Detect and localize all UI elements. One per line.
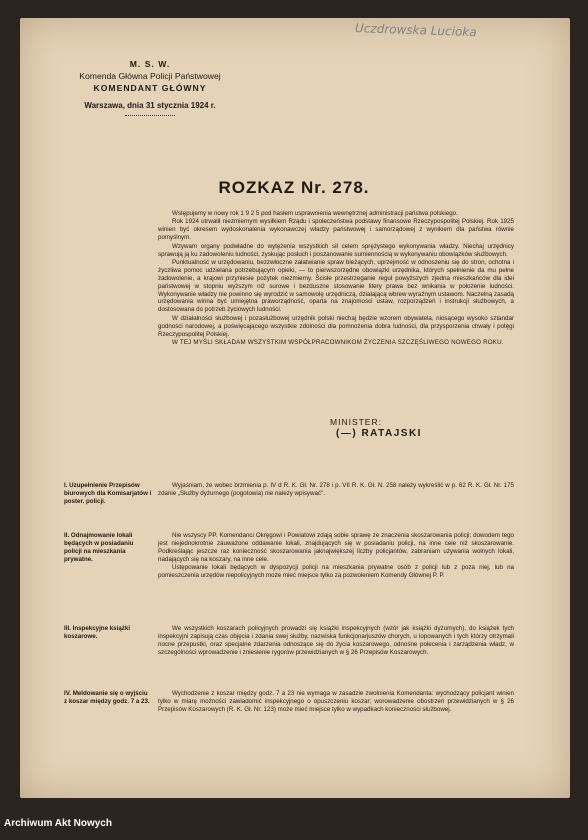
intro-paragraph: Rok 1924 utrwalił niezmiernym wysiłkiem Rządu i społeczeństwa podstawy finansowe Rzeczypospolitej Polskiej. Rok 1925 winien być okresem wydoskonalenia wykonawczej władzy państwowej i samorządowej z wynikiem dla państwa równie pomyślnym. — [158, 218, 514, 242]
section-paragraph: We wszystkich koszarach policyjnych prowadzi się książki inspekcyjnych (wzór jak książki dyżurnych), do książek tych inspekcyjni zapisują czas objęcia i zdania swej służby, nazwiska funkcjonarjuszów chorych, u lopowanych i tych którzy otrzymali nocne przepustki, oraz specjalne zdarzenia odnoszące się do życia koszarowego, odnośne polecenia i zarządzenia władz, w szczególności wprowadzenie i zniesienie rygorów przewidzianych w § 26 Przepisów Koszarowych. — [158, 625, 514, 656]
intro-body — [158, 210, 514, 347]
minister-label: MINISTER: — [330, 417, 382, 427]
minister-signature: (—) RATAJSKI — [336, 428, 422, 439]
section-label: II. Odnajmowanie lokali będących w posiadaniu policji na mieszkania prywatne. — [64, 532, 134, 563]
intro-paragraph: Punktualność w urzędowaniu, bezzwłoczne załatwianie spraw bieżących, uprzejmość w odnoszeniu się do stron, ochotna i życzliwa pomoc udzielana potrzebującym opieki, — to pierwszorzędne obowiązki urzędnika, których spełnienie da mu pełne zadowolenie, a krajowi przyniesie pożytek niezmierny. Ścisłe przestrzeganie reguł powyższych zjedna mieszkańców dla idei państwowej w stopniu wyższym niż surowe i bezduszne stosowanie litery prawa bez wnikania w położenie ludności. Wykonywanie władzy nie powinno się wyrodzić w samowolę urzędniczą, działającą wbrew wyraźnym ustawom. Naczelną zasadą urzędowania winna być umiejętna praworządność, oparta na znajomości ustaw, rozporządzeń i instrukcji służbowych, a dostosowana do potrzeb życiowych ludności. — [158, 258, 514, 314]
intro-paragraph: Wzywam organy podwładne do wytężenia wszystkich sił celem sprężystego wykonywania władzy. Niechaj urzędnicy sprawują ją ku zadowoleniu ludności, zyskując posłuch i poszanowanie sumiennością w wykonywaniu obowiązków służbowych. — [158, 242, 514, 258]
section-paragraph: Ustępowanie lokali będących w dyspozycji policji na mieszkania prywatne osób z policji lub z poza niej, lub na pomieszczenia urzędów niepolicyjnych może mieć miejsce tylko za pozwoleniem Komendy Głównej P. P. — [158, 564, 514, 580]
section-text — [158, 532, 514, 580]
section-paragraph: Nie wszyscy PP. Komendanci Okręgowi i Powiatowi zdają sobie sprawę ze znaczenia skoszarowania policji; dowodem tego jest niejednokrotnie zauważone oddawanie lokali, znajdujących się w posiadaniu policji, na inne cele niż skoszarowanie. Podkreślając jeszcze raz konieczność skoszarowania jaknajwiększej liczby policjantów, zabraniam używania wolnych lokali, nadających się na koszary, na inne cele. — [158, 532, 514, 563]
header-divider — [125, 115, 175, 116]
section-text — [158, 625, 514, 657]
commander-line: KOMENDANT GŁÓWNY — [93, 83, 207, 93]
section-paragraph: Wychodzenie z koszar między godz. 7 a 23 nie wymaga w zasadzie zwolnienia Komendanta: wychodzący policjant winien tylko w miarę możności zawiadomić inspekcyjnego o opuszczeniu koszar; worowadzenie obostrzeń przewidzianych w § 26 Przepisów Koszarowych (R. K. Gł. Nr. 123) może mieć miejsce tylko w wypadkach konieczności służbowej. — [158, 690, 514, 713]
intro-paragraph: W działalności służbowej i pozasłużbowej urzędnik polski niechaj będzie wzorem obywatela, niosącego wysoko sztandar godności narodowej, a poświęcającego wszystkie zdolności dla pomnożenia dobra ludności, dla przysporzenia chwały i potęgi Rzeczypospolitej Polskiej. — [158, 314, 514, 338]
section-text — [158, 690, 514, 714]
section-paragraph: Wyjaśniam, że wobec brzmienia p. IV d R. K. Gł. Nr. 278 i p. VII R. K. Gł. N. 258 należy wykreślić w p. 62 R. K. Gł. Nr. 175 zdanie „Służby dyżurnego (pogotowia) nie należy wpisywać". — [158, 482, 514, 497]
section-text — [158, 482, 514, 498]
document-date: Warszawa, dnia 31 stycznia 1924 r. — [84, 101, 216, 110]
section-label: IV. Meldowanie się o wyjściu z koszar między godz. 7 a 23. — [64, 690, 150, 705]
section-label: I. Uzupełnienie Przepisów biurowych dla Komisarjatów i poster. policji. — [64, 482, 152, 505]
intro-paragraph: Wstępujemy w nowy rok 1 9 2 5 pod hasłem usprawnienia wewnętrznej administracji państwa polskiego. — [172, 210, 458, 217]
section-label: III. Inspekcyjne książki koszarowe. — [64, 625, 131, 640]
archive-watermark: Archiwum Akt Nowych — [4, 818, 112, 829]
closing-wishes: W TEJ MYŚLI SKŁADAM WSZYSTKIM WSPÓŁPRACOWNIKOM ŻYCZENIA SZCZĘŚLIWEGO NOWEGO ROKU. — [172, 339, 504, 346]
document-header — [50, 58, 250, 116]
command-line: Komenda Główna Policji Państwowej — [79, 71, 221, 81]
section-4 — [64, 690, 514, 740]
section-1 — [64, 482, 514, 522]
section-3 — [64, 625, 514, 685]
section-2 — [64, 532, 514, 612]
ministry-line: M. S. W. — [129, 59, 171, 69]
document-title: ROZKAZ Nr. 278. — [218, 178, 370, 197]
handwritten-note: Uczdrowska Lucioka — [354, 21, 477, 40]
